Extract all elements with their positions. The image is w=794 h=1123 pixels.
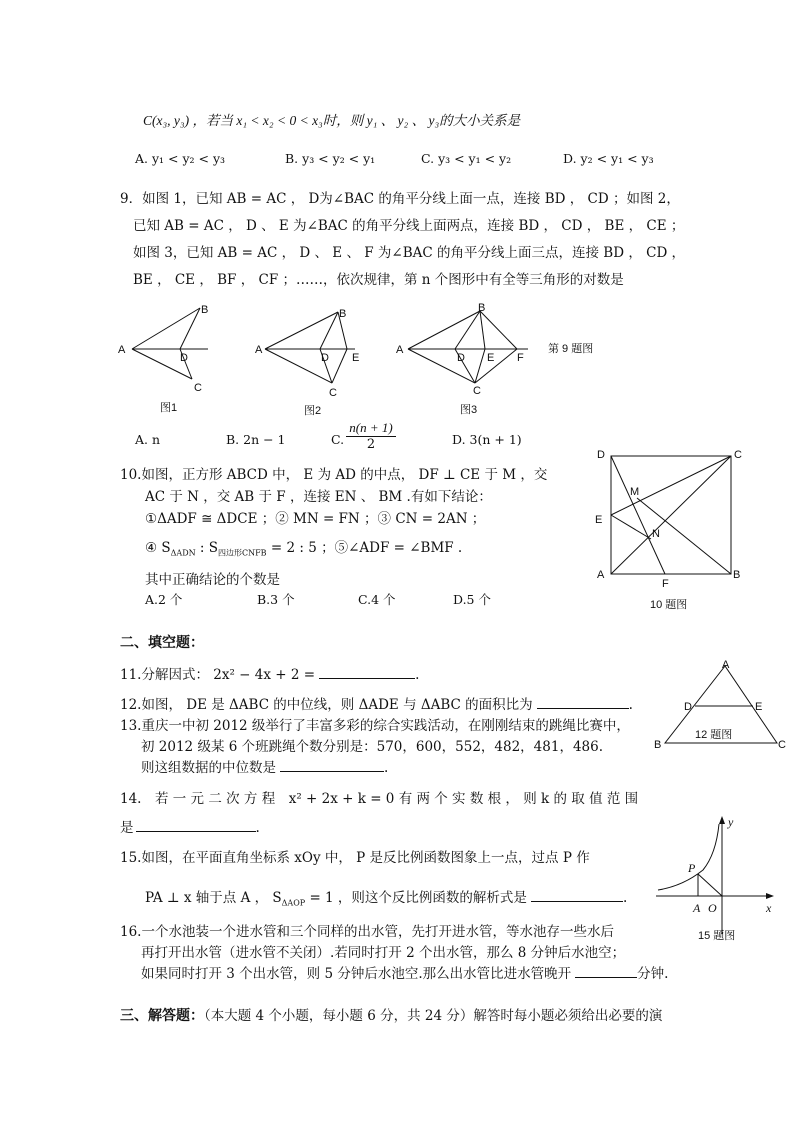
- q15-axis-y: y: [728, 815, 734, 829]
- q10-label-d: D: [597, 449, 605, 461]
- q9-f3-label-d: D: [457, 352, 465, 364]
- q9-figure-3: [408, 311, 528, 383]
- q8-option-d: D. y₂ < y₁ < y₃: [563, 151, 654, 166]
- q16-answer-blank[interactable]: [575, 965, 637, 978]
- q12-label-a: A: [722, 659, 730, 671]
- q15-figure-title: 15 题图: [698, 930, 736, 942]
- q12-label-b: B: [654, 739, 662, 751]
- q8-stem: C(x₃, y₃) ，若当 x₁ < x₂ < 0 < x₃时，则 y₁ 、 y₂ 、 y₃的大小关系是: [143, 113, 521, 128]
- q15-label-o: O: [708, 901, 717, 915]
- q10-option-c: C.4 个: [358, 592, 396, 607]
- section3-text: （本大题 4 个小题，每小题 6 分，共 24 分）解答时每小题必须给出必要的演: [204, 1008, 663, 1024]
- q12-text: 12.如图， DE 是 ΔABC 的中位线，则 ΔADE 与 ΔABC 的面积比为 .: [120, 697, 633, 713]
- q12-label-c: C: [778, 739, 786, 751]
- q10-label-e: E: [595, 514, 603, 526]
- q9-f3-label-f: F: [517, 352, 524, 364]
- q9-f3-label-b: B: [478, 302, 486, 314]
- q10-label-n: N: [652, 528, 660, 540]
- q14-line-1: 14. 若 一 元 二 次 方 程 x² + 2x + k = 0 有 两 个 实 数 根 ， 则 k 的 取 值 范 围: [120, 791, 639, 807]
- q9-f2-label-c: C: [329, 387, 337, 399]
- q9-figure-title: 第 9 题图: [548, 343, 594, 355]
- q9-option-a: A. n: [135, 432, 161, 447]
- q10-label-b: B: [733, 569, 741, 581]
- q9-line-1: 9．如图 1，已知 AB = AC ， D为∠BAC 的角平分线上面一点，连接 BD ， CD ；如图 2，: [120, 191, 680, 207]
- section3-heading: 三、解答题：: [120, 1008, 204, 1024]
- q8-option-c: C. y₃ < y₁ < y₂: [421, 151, 512, 166]
- q9-option-b: B. 2n − 1: [226, 432, 286, 447]
- q9-f1-label-c: C: [194, 382, 202, 394]
- q10-line-4: ④ $S_{\Delta ADN}$ : $S_{四边形CNFB} = 2$ : 5 ；⑤∠ADF = ∠BMF .: [145, 540, 463, 558]
- q9-line-4: BE ， CE ， BF ， CF ；……，依次规律，第 n 个图形中有全等三角形的对数是: [133, 272, 624, 288]
- q15-x-arrow: [766, 893, 774, 899]
- q8-option-b: B. y₃ < y₂ < y₁: [285, 151, 376, 166]
- q9-fig2-caption: 图2: [304, 405, 322, 417]
- q10-figure: [585, 440, 755, 615]
- q10-line-1: 10.如图，正方形 ABCD 中， E 为 AD 的中点， DF ⊥ CE 于 M ，交: [120, 467, 548, 483]
- q12-figure-title: 12 题图: [695, 729, 733, 741]
- q11-answer-blank[interactable]: [319, 666, 415, 679]
- q10-line-2: AC 于 N ，交 AB 于 F ，连接 EN 、 BM .有如下结论：: [145, 489, 492, 505]
- q13-line-3: 则这组数据的中位数是 .: [141, 760, 389, 776]
- q9-f1-label-b: B: [201, 304, 209, 316]
- q10-figure-title: 10 题图: [650, 599, 688, 611]
- q10-option-d: D.5 个: [453, 592, 491, 607]
- q16-line-3: 如果同时打开 3 个出水管，则 5 分钟后水池空.那么出水管比进水管晚开 分钟.: [141, 966, 669, 982]
- q15-line-1: 15.如图，在平面直角坐标系 xOy 中， P 是反比例函数图象上一点，过点 P 作: [120, 850, 590, 866]
- q11-text: 11.分解因式： 2x² − 4x + 2 = .: [120, 667, 420, 683]
- q9-f1-label-a: A: [118, 344, 126, 356]
- q15-label-a: A: [693, 901, 701, 915]
- q9-figure-2: [265, 312, 355, 383]
- q9-f3-label-e: E: [487, 352, 495, 364]
- q9-f3-label-c: C: [473, 385, 481, 397]
- q9-f3-label-a: A: [396, 344, 404, 356]
- q12-answer-blank[interactable]: [537, 696, 629, 709]
- q9-option-c-denominator: 2: [366, 437, 376, 452]
- q9-f2-label-d: D: [321, 352, 329, 364]
- q9-figures: [110, 298, 630, 420]
- q10-line-5: 其中正确结论的个数是: [145, 572, 280, 588]
- q9-f2-label-a: A: [255, 344, 263, 356]
- q9-option-c-fraction: [346, 420, 396, 453]
- q10-option-a: A.2 个: [145, 592, 183, 607]
- q9-line-3: 如图 3，已知 AB = AC ， D 、 E 、 F 为∠BAC 的角平分线上面三点，连接 BD ， CD ，: [133, 245, 686, 261]
- q10-line-3: ①ΔADF ≅ ΔDCE ；② MN = FN ；③ CN = 2AN ；: [145, 511, 486, 527]
- q10-label-a: A: [597, 569, 605, 581]
- q12-label-e: E: [755, 701, 763, 713]
- q9-f2-label-e: E: [352, 352, 360, 364]
- q12-figure: [650, 658, 790, 754]
- q14-answer-blank[interactable]: [136, 819, 256, 832]
- q15-figure: [648, 812, 788, 947]
- section3-line: [120, 1004, 662, 1025]
- q15-axis-x: x: [766, 901, 772, 915]
- q15-line-2: PA ⊥ x 轴于点 A ， $S_{\Delta AOP} = 1$ ，则这个反比例函数的解析式是 .: [145, 890, 628, 908]
- q16-line-2: 再打开出水管（进水管不关闭）.若同时打开 2 个出水管，那么 8 分钟后水池空；: [141, 945, 626, 961]
- q15-label-p: P: [688, 861, 696, 875]
- q9-line-2: 已知 AB = AC ， D 、 E 为∠BAC 的角平分线上面两点，连接 BD ， CD ， BE ， CE ；: [133, 218, 685, 234]
- q15-y-arrow: [719, 816, 725, 824]
- q9-option-c: C.: [331, 432, 345, 447]
- q10-label-c: C: [734, 449, 742, 461]
- q16-line-1: 16.一个水池装一个进水管和三个同样的出水管，先打开进水管，等水池存一些水后: [120, 924, 614, 940]
- q13-line-2: 初 2012 级某 6 个班跳绳个数分别是：570，600，552，482，481，486.: [141, 739, 604, 755]
- q9-option-d: D. 3(n + 1): [452, 432, 522, 447]
- q12-label-d: D: [684, 701, 692, 713]
- q13-answer-blank[interactable]: [280, 759, 384, 772]
- q9-fig3-caption: 图3: [460, 404, 478, 416]
- q10-option-b: B.3 个: [257, 592, 295, 607]
- q15-answer-blank[interactable]: [531, 889, 623, 902]
- q8-option-a: A. y₁ < y₂ < y₃: [135, 151, 226, 166]
- q9-f1-label-d: D: [180, 352, 188, 364]
- q9-figure-1: [132, 308, 208, 379]
- q13-line-1: 13.重庆一中初 2012 级举行了丰富多彩的综合实践活动，在刚刚结束的跳绳比赛中，: [120, 718, 630, 734]
- q9-f2-label-b: B: [339, 308, 347, 320]
- section2-heading: 二、填空题：: [120, 635, 204, 651]
- q9-option-c-numerator: n(n + 1): [346, 420, 396, 437]
- q10-label-m: M: [630, 486, 640, 498]
- q14-line-2: 是 .: [120, 820, 260, 836]
- q10-label-f: F: [662, 578, 669, 590]
- q9-fig1-caption: 图1: [160, 402, 178, 414]
